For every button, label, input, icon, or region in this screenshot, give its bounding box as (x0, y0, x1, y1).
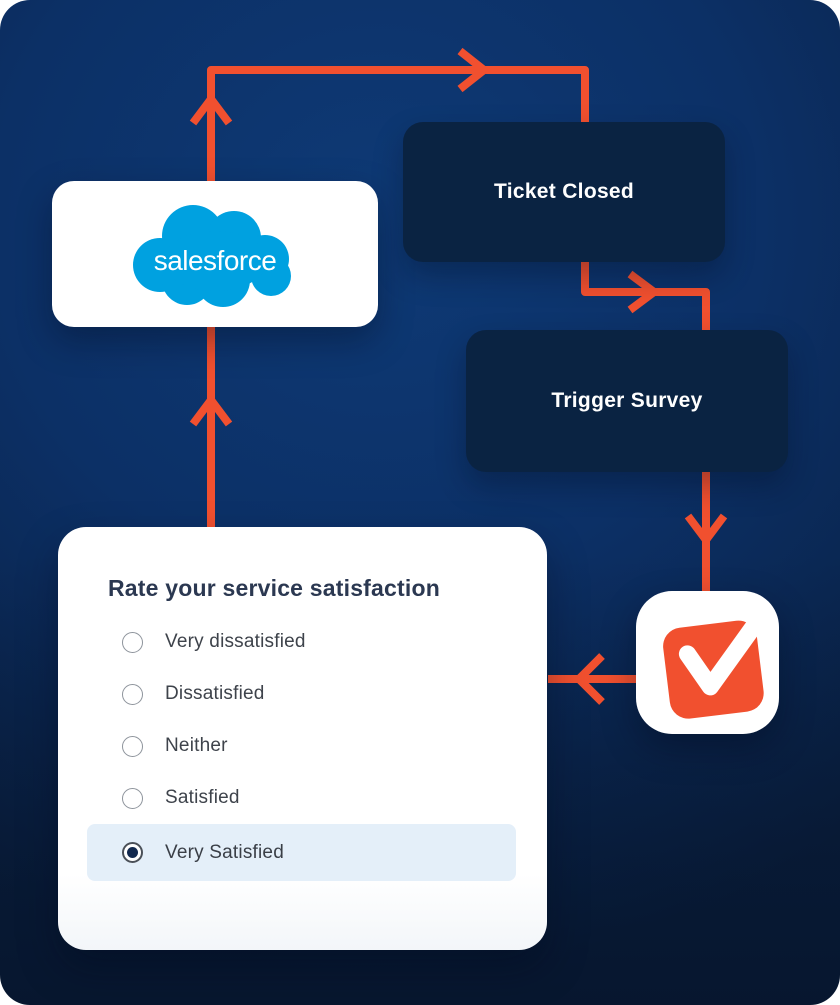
flow-node-label: Trigger Survey (551, 389, 703, 412)
radio-button[interactable] (122, 684, 143, 705)
survey-option-satisfied[interactable] (58, 772, 547, 824)
survey-option-neither[interactable] (58, 720, 547, 772)
flow-node-label: Ticket Closed (493, 180, 635, 203)
option-label: Very Satisfied (165, 841, 284, 863)
survey-option-dissatisfied[interactable] (58, 668, 547, 720)
radio-button[interactable] (122, 736, 143, 757)
survey-option-very-satisfied[interactable] (87, 824, 516, 881)
option-label: Neither (165, 735, 228, 756)
survey-check-icon (636, 591, 779, 734)
option-label: Very dissatisfied (165, 631, 306, 652)
salesforce-node (52, 181, 378, 327)
survey-app-node (636, 591, 779, 734)
survey-options-list (58, 616, 547, 881)
option-label: Satisfied (165, 787, 240, 808)
survey-title: Rate your service satisfaction (108, 575, 440, 601)
survey-option-very-dissatisfied[interactable] (58, 616, 547, 668)
salesforce-wordmark: salesforce (153, 245, 277, 276)
flow-node-trigger-survey (466, 330, 788, 472)
option-label: Dissatisfied (165, 683, 265, 704)
radio-button[interactable] (122, 632, 143, 653)
radio-button[interactable] (122, 842, 143, 863)
radio-dot (127, 847, 138, 858)
salesforce-cloud-icon (130, 199, 300, 309)
radio-button[interactable] (122, 788, 143, 809)
flow-node-ticket-closed (403, 122, 725, 262)
survey-card (58, 527, 547, 950)
